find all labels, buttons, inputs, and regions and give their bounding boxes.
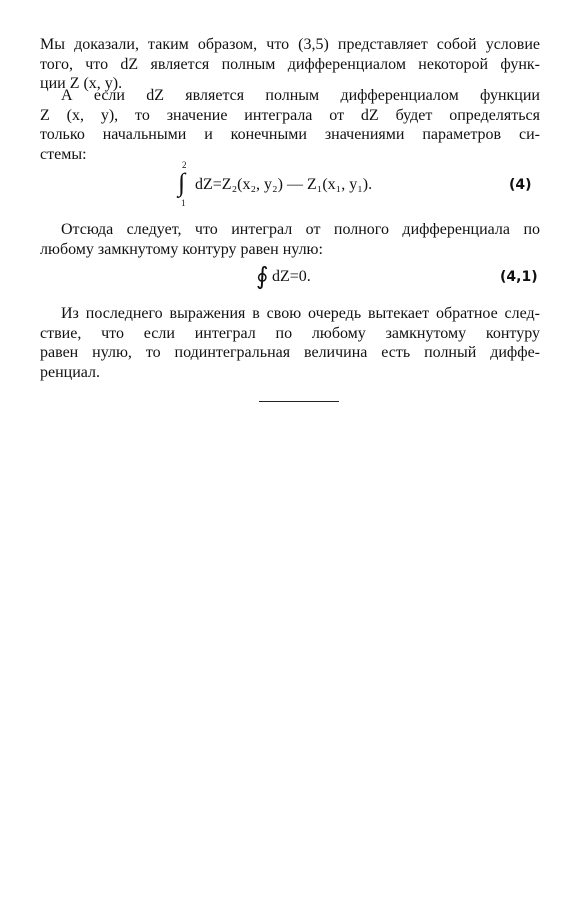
section-end-rule [259,401,339,402]
paragraph-2 [40,86,540,164]
paragraph-2-line-1: А если dZ является полным дифференциалом функции [61,87,540,104]
contour-integral-sign: ∮ [256,264,269,290]
paragraph-4-line-1: Из последнего выражения в свою очередь вытекает обратное след- [61,305,540,322]
equation-4-1-body: dZ=0. [272,268,311,285]
paragraph-1-line-1: Мы доказали, таким образом, что (3,5) представляет собой условие [40,36,540,53]
paragraph-3-line-1: Отсюда следует, что интеграл от полного дифференциала по [61,221,540,238]
paragraph-2-line-2: Z (x, y), то значение интеграла от dZ будет определяться [40,106,540,124]
paragraph-4-line-4: ренциал. [40,363,101,381]
paragraph-1-line-3: ции Z (x, y). [40,75,123,92]
paragraph-4-line-3: равен нулю, то подинтегральная величина есть полный диффе- [40,344,540,361]
integral-lower-limit: 1 [181,198,186,208]
paragraph-2-line-3: только начальными и конечными значениями параметров си- [40,126,540,143]
equation-4-number: (4) [509,177,532,193]
paragraph-4-line-2: ствие, что если интеграл по любому замкнутому контуру [40,324,540,342]
paragraph-1-line-2: того, что dZ является полным дифференциалом некоторой функ- [40,55,540,73]
equation-4-body: dZ=Z₂(x₂, y₂) — Z₁(x₁, y₁). [195,176,373,193]
paragraph-3 [40,220,540,259]
equation-4-1-number: (4,1) [500,269,538,285]
paragraph-3-line-2: любому замкнутому контуру равен нулю: [40,240,323,258]
paragraph-1 [40,35,540,94]
integral-upper-limit: 2 [182,160,187,170]
paragraph-4 [40,304,540,382]
paragraph-2-line-4: стемы: [40,145,87,163]
integral-sign: ∫ [178,168,186,197]
